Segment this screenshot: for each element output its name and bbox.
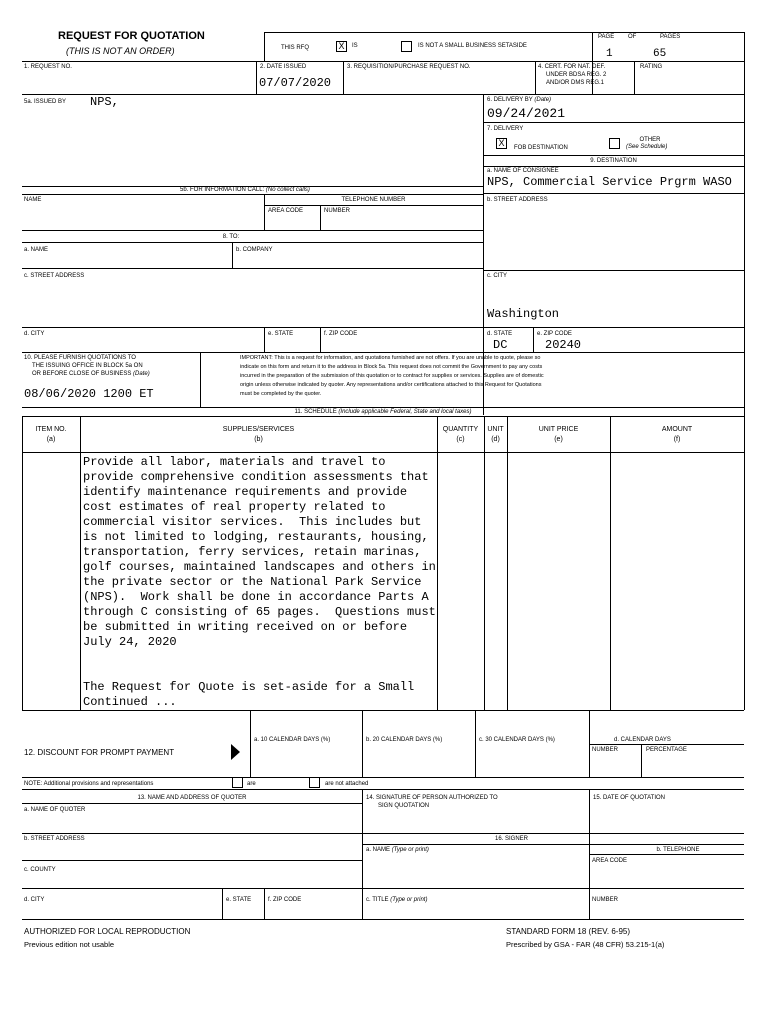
dest-zip-field[interactable]: 20240 [545,338,582,352]
quoter-city-label: d. CITY [24,897,45,903]
important-line-4: origin unless otherwise indicated by quoter. Any representations and/or certifications attached to this Request for Quotations [240,382,542,388]
form-title: REQUEST FOR QUOTATION [58,30,205,42]
col-amount-sub: (f) [673,436,681,443]
date-issued-label: 2. DATE ISSUED [260,64,307,70]
quoter-name-label: a. NAME OF QUOTER [24,807,86,813]
discount-label: 12. DISCOUNT FOR PROMPT PAYMENT [24,748,175,757]
number-label: NUMBER [324,208,351,214]
consignee-field[interactable]: NPS, Commercial Service Prgrm WASO [487,175,732,189]
important-line-2: indicate on this form and return it to the address in Block 5a. This request does not commit the Government to pay any costs [240,364,543,370]
destination-label: 9. DESTINATION [590,158,637,164]
to-label: 8. TO: [222,234,240,240]
important-line-1: IMPORTANT: This is a request for information, and quotations furnished are not offers. If you are unable to quote, please so [240,355,541,361]
rfq-is-not-checkbox[interactable] [401,41,412,52]
fob-destination-label: FOB DESTINATION [514,145,568,151]
info-call-label: 5b. FOR INFORMATION CALL: (No collect calls) [180,187,310,193]
quoter-county-label: c. COUNTY [24,867,56,873]
cert-label-1: 4. CERT. FOR NAT. DEF. [538,64,606,70]
delivery-by-field[interactable]: 09/24/2021 [487,106,566,121]
signer-name-label: a. NAME (Type or print) [366,847,429,853]
quoter-street-label: b. STREET ADDRESS [24,836,85,842]
are-label: are [247,781,256,787]
dest-street-label: b. STREET ADDRESS [487,197,548,203]
cert-label-2: UNDER BDSA REG. 2 [546,72,607,78]
col-item-no-header: ITEM NO. [35,426,67,433]
to-name-label: a. NAME [24,247,49,253]
provisions-are-checkbox[interactable] [232,777,243,788]
date-of-quotation-label: 15. DATE OF QUOTATION [593,795,666,801]
dest-zip-label: e. ZIP CODE [537,331,572,337]
date-issued-field[interactable]: 07/07/2020 [259,76,332,90]
rating-label: RATING [640,64,663,70]
cert-label-3: AND/OR DMS REG.1 [546,80,605,86]
col-item-no-sub: (a) [46,436,56,443]
discount-arrow-icon [231,744,240,760]
quote-due-field[interactable]: 08/06/2020 1200 ET [24,387,154,401]
delivery-label: 7. DELIVERY [487,126,524,132]
provisions-are-not-checkbox[interactable] [309,777,320,788]
discount-percentage-label: PERCENTAGE [646,747,687,753]
to-street-label: c. STREET ADDRESS [24,273,85,279]
footer-prescribed-by: Prescribed by GSA - FAR (48 CFR) 53.215-1(a) [506,940,665,949]
dest-city-field[interactable]: Washington [487,307,560,321]
delivery-by-label: 6. DELIVERY BY (Date) [487,97,552,103]
see-schedule-label: (See Schedule) [626,144,668,150]
furnish-label-3: OR BEFORE CLOSE OF BUSINESS (Date) [32,371,150,377]
page-number-field[interactable]: 1 [606,48,613,60]
schedule-label: 11. SCHEDULE (Include applicable Federal, State and local taxes) [294,409,472,415]
discount-number-label: NUMBER [592,747,619,753]
issued-by-field[interactable]: NPS, [90,95,119,109]
dest-state-field[interactable]: DC [493,338,508,352]
furnish-label-1: 10. PLEASE FURNISH QUOTATIONS TO [24,355,136,361]
signer-label: 16. SIGNER [494,836,528,842]
this-rfq-label: THIS RFQ [281,45,309,51]
other-label: OTHER [639,137,661,143]
dest-state-label: d. STATE [487,331,513,337]
signature-label-1: 14. SIGNATURE OF PERSON AUTHORIZED TO [366,795,498,801]
telephone-number-label: TELEPHONE NUMBER [341,197,406,203]
quoter-address-label: 13. NAME AND ADDRESS OF QUOTER [137,795,247,801]
to-zip-label: f. ZIP CODE [324,331,358,337]
col-unit-sub: (d) [491,436,500,443]
important-line-3: incurred in the preparation of the submission of this quotation or to contract for supplies or services. Supplies are of domestic [240,373,544,379]
footer-standard-form: STANDARD FORM 18 (REV. 6-95) [506,927,631,936]
discount-30-label: c. 30 CALENDAR DAYS (%) [479,737,555,743]
footer-reproduction: AUTHORIZED FOR LOCAL REPRODUCTION [24,927,191,936]
signer-area-code-label: AREA CODE [592,858,628,864]
to-city-label: d. CITY [24,331,45,337]
important-line-5: must be completed by the quoter. [240,391,322,397]
furnish-label-2: THE ISSUING OFFICE IN BLOCK 5a ON [32,363,143,369]
request-no-label: 1. REQUEST NO. [24,64,72,70]
col-supplies-sub: (b) [254,436,263,443]
rfq-is-label: IS [352,43,358,49]
total-pages-field[interactable]: 65 [653,48,667,60]
to-state-label: e. STATE [268,331,294,337]
pages-label: PAGES [660,34,681,40]
dest-city-label: c. CITY [487,273,508,279]
col-unit-header: UNIT [487,426,504,433]
footer-previous-edition: Previous edition not usable [24,940,115,949]
rfq-is-checkbox[interactable]: X [336,41,347,52]
discount-20-label: b. 20 CALENDAR DAYS (%) [366,737,443,743]
fob-destination-checkbox[interactable]: X [496,138,507,149]
col-supplies-header: SUPPLIES/SERVICES [222,426,295,433]
other-checkbox[interactable] [609,138,620,149]
info-name-label: NAME [24,197,42,203]
signer-title-label: c. TITLE (Type or print) [366,897,428,903]
to-company-label: b. COMPANY [236,247,273,253]
signature-label-2: SIGN QUOTATION [378,803,430,809]
col-unit-price-header: UNIT PRICE [538,426,579,433]
of-label: OF [628,34,637,40]
signer-telephone-label: b. TELEPHONE [656,847,700,853]
note-label: NOTE: Additional provisions and representations [24,781,154,787]
form-subtitle: (THIS IS NOT AN ORDER) [66,46,175,56]
issued-by-label: 5a. ISSUED BY [24,99,67,105]
discount-10-label: a. 10 CALENDAR DAYS (%) [254,737,331,743]
page-label: PAGE [598,34,615,40]
rfq-is-not-label: IS NOT A SMALL BUSINESS SETASIDE [418,43,527,49]
requisition-label: 3. REQUISITION/PURCHASE REQUEST NO. [347,64,471,70]
are-not-label: are not attached [325,781,369,787]
consignee-label: a. NAME OF CONSIGNEE [487,168,559,174]
signer-number-label: NUMBER [592,897,619,903]
quoter-zip-label: f. ZIP CODE [268,897,302,903]
area-code-label: AREA CODE [268,208,304,214]
quoter-state-label: e. STATE [226,897,252,903]
col-unit-price-sub: (e) [554,436,563,443]
col-amount-header: AMOUNT [661,426,693,433]
discount-calendar-label: d. CALENDAR DAYS [614,737,671,743]
col-quantity-header: QUANTITY [442,426,479,433]
supplies-services-description[interactable]: Provide all labor, materials and travel to provide comprehensive condition assessments that identify maintenance requirements and provide cost estimates of real property related to commercial visitor services. This includes but is not limited to lodging, restaurants, housing, transportation, ferry services, retain marinas, golf courses, maintained landscapes and others in the private sector or the National Park Service (NPS). Work shall be done in accordance Parts A through C consisting of 65 pages. Questions must be submitted in writing received on or before July 24, 2020 The Request for Quote is set-aside for a Small Continued ... [83,455,436,709]
col-quantity-sub: (c) [456,436,465,443]
